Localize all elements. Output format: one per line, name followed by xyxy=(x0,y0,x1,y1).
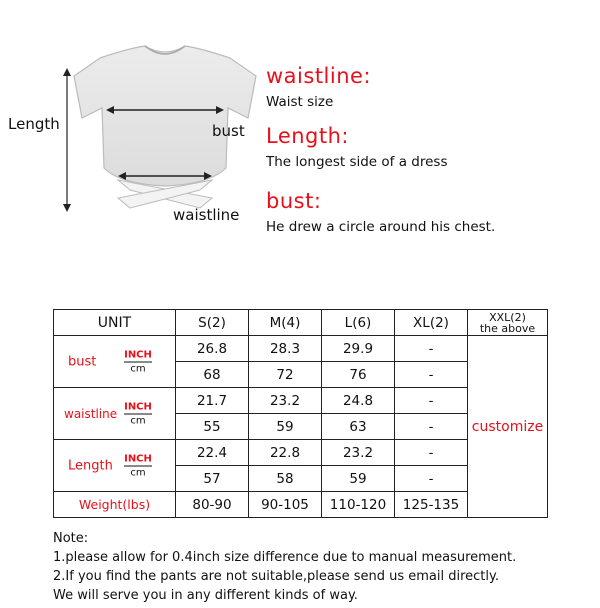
weight-label: Weight(lbs) xyxy=(54,492,176,518)
table-cell: 23.2 xyxy=(249,388,322,414)
measure-name: Length xyxy=(68,458,113,473)
table-cell: 29.9 xyxy=(322,336,395,362)
definition-waistline xyxy=(266,64,371,110)
customize-cell: customize xyxy=(468,336,548,518)
table-cell: - xyxy=(395,388,468,414)
measure-cell-waistline xyxy=(54,388,176,440)
waistline-label: waistline xyxy=(173,206,240,224)
notes-title: Note: xyxy=(53,531,89,546)
definition-desc: He drew a circle around his chest. xyxy=(266,219,496,235)
measure-cell-bust xyxy=(54,336,176,388)
definition-term: Length: xyxy=(266,124,350,148)
header-xxl-note: the above xyxy=(479,321,536,335)
size-chart-table xyxy=(53,309,548,518)
length-label: Length xyxy=(8,115,60,133)
table-cell: 28.3 xyxy=(249,336,322,362)
header-size: L(6) xyxy=(322,310,395,336)
table-cell: 22.4 xyxy=(176,440,249,466)
table-cell: - xyxy=(395,440,468,466)
measure-name: waistline xyxy=(64,406,118,421)
header-size: M(4) xyxy=(249,310,322,336)
table-cell: 80-90 xyxy=(176,492,249,518)
table-cell: 76 xyxy=(322,362,395,388)
definition-term: waistline: xyxy=(266,64,372,88)
table-cell: 22.8 xyxy=(249,440,322,466)
header-xxl-size: XXL(2) xyxy=(489,310,526,324)
size-diagram xyxy=(0,0,600,290)
definition-desc: Waist size xyxy=(266,94,334,110)
table-cell: 59 xyxy=(322,466,395,492)
table-cell: 110-120 xyxy=(322,492,395,518)
table-cell: - xyxy=(395,414,468,440)
definition-desc: The longest side of a dress xyxy=(266,154,448,170)
note-line: We will serve you in any different kinds of way. xyxy=(53,588,358,603)
table-row xyxy=(54,336,548,362)
header-size: S(2) xyxy=(176,310,249,336)
table-cell: 57 xyxy=(176,466,249,492)
header-size: XL(2) xyxy=(395,310,468,336)
unit-inch: INCH xyxy=(124,453,152,464)
table-cell: 63 xyxy=(322,414,395,440)
table-cell: 55 xyxy=(176,414,249,440)
measure-cell-length xyxy=(54,440,176,492)
table-cell: 58 xyxy=(249,466,322,492)
table-cell: 26.8 xyxy=(176,336,249,362)
unit-inch: INCH xyxy=(124,349,152,360)
unit-fraction xyxy=(124,401,152,426)
table-cell: - xyxy=(395,466,468,492)
definition-term: bust: xyxy=(266,189,322,213)
table-cell: 125-135 xyxy=(395,492,468,518)
bust-label: bust xyxy=(212,122,245,140)
unit-inch: INCH xyxy=(124,401,152,412)
table-cell: 21.7 xyxy=(176,388,249,414)
note-line: 2.If you find the pants are not suitable,please send us email directly. xyxy=(53,569,499,584)
header-unit: UNIT xyxy=(54,310,176,336)
definition-bust xyxy=(266,189,495,235)
table-cell: 24.8 xyxy=(322,388,395,414)
table-cell: - xyxy=(395,362,468,388)
table-cell: - xyxy=(395,336,468,362)
definition-length xyxy=(266,124,447,170)
table-cell: 72 xyxy=(249,362,322,388)
unit-cm: cm xyxy=(130,467,146,478)
table-header-row xyxy=(54,310,548,336)
measure-name: bust xyxy=(68,354,97,369)
table-cell: 90-105 xyxy=(249,492,322,518)
table-cell: 23.2 xyxy=(322,440,395,466)
unit-cm: cm xyxy=(130,415,146,426)
notes-section xyxy=(53,529,516,605)
unit-fraction xyxy=(124,453,152,478)
table-cell: 68 xyxy=(176,362,249,388)
table-cell: 59 xyxy=(249,414,322,440)
unit-cm: cm xyxy=(130,363,146,374)
unit-fraction xyxy=(124,349,152,374)
header-xxl xyxy=(468,310,548,336)
note-line: 1.please allow for 0.4inch size difference due to manual measurement. xyxy=(53,550,517,565)
